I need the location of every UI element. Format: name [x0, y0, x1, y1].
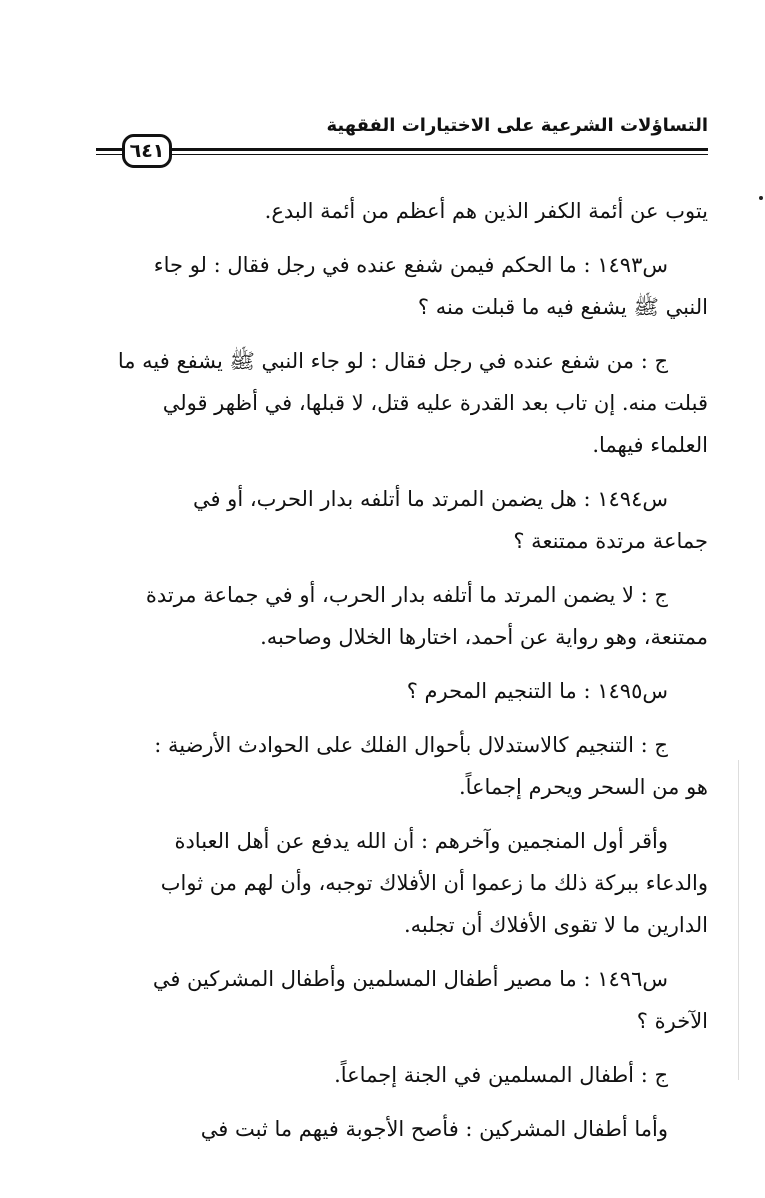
text-line: س١٤٩٤ : هل يضمن المرتد ما أتلفه بدار الحرب، أو في [192, 487, 668, 511]
page-header [96, 108, 708, 168]
text-line: س١٤٩٣ : ما الحكم فيمن شفع عنده في رجل فقال : لو جاء [153, 253, 668, 277]
paragraph-continuation [100, 190, 708, 232]
text-line: وأقر أول المنجمين وآخرهم : أن الله يدفع عن أهل العبادة [174, 829, 668, 853]
paragraph-children-of-polytheists [100, 1108, 708, 1150]
text-line: هو من السحر ويحرم إجماعاً. [458, 775, 708, 799]
text-line: ممتنعة، وهو رواية عن أحمد، اختارها الخلال وصاحبه. [260, 625, 708, 649]
answer-1496 [100, 1054, 708, 1096]
question-1496 [100, 958, 708, 1042]
question-1494 [100, 478, 708, 562]
text-line: س١٤٩٥ : ما التنجيم المحرم ؟ [406, 679, 668, 703]
question-1495 [100, 670, 708, 712]
text-line: وأما أطفال المشركين : فأصح الأجوبة فيهم ما ثبت في [200, 1117, 668, 1141]
answer-1495 [100, 724, 708, 808]
body-text [100, 190, 708, 1150]
header-rule-thin [96, 154, 708, 155]
page-number: ٦٤١ [122, 134, 172, 168]
text-line: ج : التنجيم كالاستدلال بأحوال الفلك على الحوادث الأرضية : [154, 733, 668, 757]
paragraph-astrologers [100, 820, 708, 946]
text-line: س١٤٩٦ : ما مصير أطفال المسلمين وأطفال المشركين في [152, 967, 668, 991]
text-line: ج : لا يضمن المرتد ما أتلفه بدار الحرب، أو في جماعة مرتدة [145, 583, 668, 607]
text-line: يتوب عن أئمة الكفر الذين هم أعظم من أئمة البدع. [264, 199, 708, 223]
running-title: التساؤلات الشرعية على الاختيارات الفقهية [326, 115, 708, 136]
page-edge-line [738, 760, 739, 1080]
text-line: الآخرة ؟ [636, 1009, 708, 1033]
text-line: الدارين ما لا تقوى الأفلاك أن تجلبه. [403, 913, 708, 937]
question-1493 [100, 244, 708, 328]
text-line: والدعاء ببركة ذلك ما زعموا أن الأفلاك توجبه، وأن لهم من ثواب [160, 871, 708, 895]
margin-dot [759, 196, 763, 200]
text-line: العلماء فيهما. [592, 433, 708, 457]
text-line: قبلت منه. إن تاب بعد القدرة عليه قتل، لا قبلها، في أظهر قولي [162, 391, 708, 415]
text-line: ج : أطفال المسلمين في الجنة إجماعاً. [334, 1063, 668, 1087]
answer-1494 [100, 574, 708, 658]
text-line: جماعة مرتدة ممتنعة ؟ [513, 529, 708, 553]
text-line: النبي ﷺ يشفع فيه ما قبلت منه ؟ [417, 295, 708, 319]
answer-1493 [100, 340, 708, 466]
text-line: ج : من شفع عنده في رجل فقال : لو جاء النبي ﷺ يشفع فيه ما [117, 349, 668, 373]
header-rule-thick [96, 148, 708, 151]
